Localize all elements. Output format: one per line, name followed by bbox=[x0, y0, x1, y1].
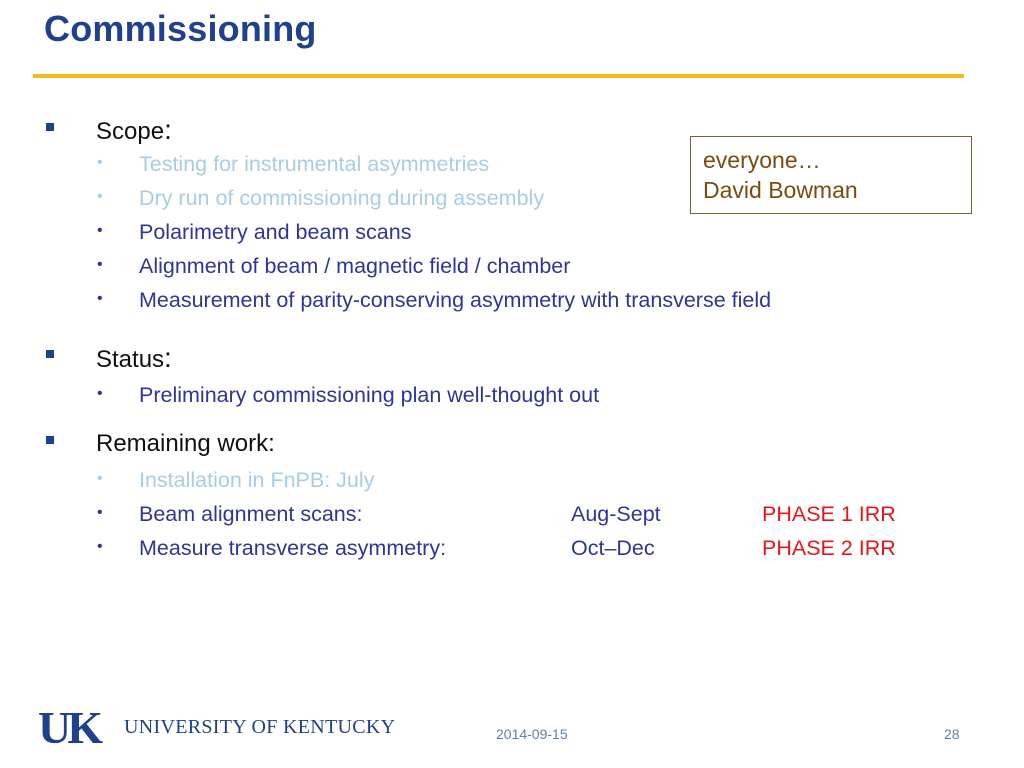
schedule-task: Beam alignment scans: bbox=[139, 502, 363, 526]
section-heading-status bbox=[96, 342, 172, 374]
list-item bbox=[0, 383, 1024, 413]
list-item bbox=[0, 468, 1024, 498]
list-item-text: Polarimetry and beam scans bbox=[139, 220, 412, 244]
schedule-period: Aug-Sept bbox=[571, 502, 661, 526]
assignee-callout bbox=[690, 136, 972, 214]
list-item bbox=[0, 288, 1024, 318]
section-heading-colon: : bbox=[164, 114, 172, 145]
section-heading-colon: : bbox=[164, 342, 172, 373]
section-bullet-icon bbox=[46, 123, 54, 131]
schedule-milestone: PHASE 2 IRR bbox=[762, 536, 896, 560]
section-bullet-icon bbox=[46, 436, 54, 444]
list-item-text: Alignment of beam / magnetic field / chamber bbox=[139, 254, 571, 278]
section-bullet-icon bbox=[46, 350, 54, 358]
section-heading-label: Status bbox=[96, 346, 165, 373]
bullet-dot-icon: • bbox=[97, 504, 103, 521]
bullet-dot-icon: • bbox=[97, 256, 103, 273]
page-number: 28 bbox=[944, 726, 960, 742]
bullet-dot-icon: • bbox=[97, 290, 103, 307]
schedule-milestone: PHASE 1 IRR bbox=[762, 502, 896, 526]
slide-title: Commissioning bbox=[44, 8, 317, 49]
list-item-text: Preliminary commissioning plan well-thought out bbox=[139, 383, 600, 407]
section-heading-remaining-work bbox=[96, 430, 275, 458]
callout-line: David Bowman bbox=[703, 177, 858, 203]
schedule-row bbox=[0, 502, 1024, 532]
list-item-text: Measurement of parity-conserving asymmetry with transverse field bbox=[139, 288, 772, 312]
bullet-dot-icon: • bbox=[97, 538, 103, 555]
bullet-dot-icon: • bbox=[97, 188, 103, 205]
university-name: UNIVERSITY OF KENTUCKY bbox=[124, 716, 396, 738]
section-heading-scope bbox=[96, 114, 172, 146]
list-item bbox=[0, 220, 1024, 250]
list-item-text: Installation in FnPB: July bbox=[139, 468, 375, 492]
bullet-dot-icon: • bbox=[97, 154, 103, 171]
callout-line: everyone… bbox=[703, 147, 821, 173]
title-divider bbox=[33, 74, 964, 78]
bullet-dot-icon: • bbox=[97, 222, 103, 239]
bullet-dot-icon: • bbox=[97, 470, 103, 487]
section-heading-label: Remaining work: bbox=[96, 430, 275, 457]
list-item-text: Dry run of commissioning during assembly bbox=[139, 186, 545, 210]
footer-date: 2014-09-15 bbox=[496, 726, 568, 742]
schedule-row bbox=[0, 536, 1024, 566]
schedule-period: Oct–Dec bbox=[571, 536, 655, 560]
list-item-text: Testing for instrumental asymmetries bbox=[139, 152, 490, 176]
bullet-dot-icon: • bbox=[97, 385, 103, 402]
schedule-task: Measure transverse asymmetry: bbox=[139, 536, 447, 560]
section-heading-label: Scope bbox=[96, 118, 165, 145]
list-item bbox=[0, 254, 1024, 284]
uk-logo-mark: UK bbox=[38, 702, 99, 753]
